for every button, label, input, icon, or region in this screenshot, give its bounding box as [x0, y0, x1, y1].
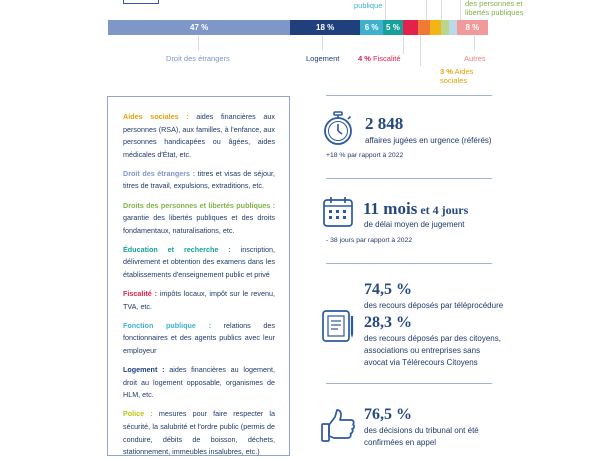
partial-label-publique: publique: [354, 1, 383, 10]
top-logo-fragment: [123, 0, 159, 4]
label-aides-sociales: [440, 67, 473, 85]
bar-segment-fiscalite: [403, 20, 419, 35]
bar-segment-logement: 18 %: [290, 20, 360, 35]
leader-line: [426, 0, 427, 20]
glossary-definition: relations des fonctionnaires et des agents publics avec leur employeur: [123, 320, 276, 355]
leader-line: [420, 36, 421, 66]
glossary-term: Éducation et recherche :: [123, 244, 231, 254]
delai-note: - 38 jours par rapport à 2022: [326, 237, 413, 244]
glossary-term: Fiscalité :: [123, 289, 157, 299]
urgence-note: +18 % par rapport à 2022: [326, 152, 404, 159]
glossary-definition: aides financières aux personnes (RSA), aux familles, à l'enfance, aux personnes handicapées ou âgées, aides médicales d'État, etc.: [123, 112, 275, 159]
bar-segment-misc3: [449, 20, 457, 35]
bar-segment-autres: 8 %: [457, 20, 488, 35]
glossary-entry: [123, 168, 275, 193]
delai-number: [363, 199, 468, 219]
aides-text-1: Aides: [454, 67, 474, 76]
glossary-definition: aides financières au logement, droit au logement opposable, organismes de HLM, etc.: [123, 365, 275, 400]
glossary-term: Droit des étrangers :: [123, 168, 196, 178]
leader-line: [474, 36, 475, 50]
bar-segment-libertes: 6 %: [360, 20, 383, 35]
label-logement: Logement: [306, 54, 340, 63]
glossary-entry: [123, 200, 275, 238]
glossary-definition: titres et visas de séjour, titres de travail, expulsions, extraditions, etc.: [123, 168, 276, 191]
glossary-box: [107, 96, 290, 456]
delai-days: et 4 jours: [417, 203, 469, 217]
label-autres: Autres: [464, 54, 486, 63]
bar-segment-misc2: [441, 20, 449, 35]
partial-label-libertes: [465, 0, 523, 17]
thumbs-up-icon: [320, 408, 356, 444]
bar-segment-etrangers: 47 %: [108, 20, 290, 35]
leader-line: [460, 0, 461, 20]
urgence-number: 2 848: [365, 114, 404, 133]
aides-pct: 3 %: [440, 67, 453, 76]
confirmation-label-line1: des décisions du tribunal ont été: [364, 426, 479, 435]
glossary-entry: [123, 244, 275, 282]
glossary-definition: impôts locaux, impôt sur le revenu, TVA, etc.: [123, 289, 275, 311]
citoyens-label: [364, 333, 501, 369]
glossary-entry: [123, 320, 275, 358]
category-stacked-bar: [108, 20, 488, 35]
glossary-term: Fonction publique :: [123, 320, 211, 330]
label-droit-etrangers: Droit des étrangers: [166, 54, 230, 63]
teleprocedure-label: des recours déposés par téléprocédure: [364, 301, 504, 310]
citoyens-pct: 28,3 %: [364, 314, 412, 331]
glossary-definition: garantie des libertés publiques et des droits fondamentaux, naturalisations, etc.: [123, 213, 275, 235]
delai-label: de délai moyen de jugement: [364, 220, 465, 229]
separator-line: [326, 95, 492, 96]
bar-segment-misc1: [418, 20, 430, 35]
glossary-term: Police :: [123, 409, 153, 419]
aides-text-2: sociales: [440, 76, 468, 85]
fiscalite-pct: 4 %: [358, 54, 371, 63]
tablet-document-icon: [322, 310, 356, 342]
glossary-term: Aides sociales :: [123, 112, 189, 121]
confirmation-label: [364, 425, 479, 449]
leader-line: [403, 36, 404, 54]
glossary-entry: [123, 111, 275, 161]
confirmation-pct: 76,5 %: [364, 406, 412, 423]
teleprocedure-pct: 74,5 %: [364, 281, 412, 298]
libertes-label-line1: des personnes et: [465, 0, 523, 8]
citoyens-label-line1: des recours déposés par des citoyens,: [364, 334, 501, 343]
bar-segment-aides: [430, 20, 442, 35]
leader-line: [441, 0, 442, 20]
glossary-term: Logement :: [123, 365, 165, 375]
confirmation-label-line2: confirmées en appel: [364, 438, 437, 447]
separator-line: [326, 383, 492, 384]
glossary-entry: [123, 288, 275, 313]
leader-line: [198, 36, 199, 50]
stopwatch-icon: [322, 111, 354, 147]
urgence-label: affaires jugées en urgence (référés): [365, 136, 492, 145]
fiscalite-text: Fiscalité: [373, 54, 401, 63]
glossary-definition: inscription, délivrement et obtention des examens dans les établissements d'enseignement public et privé: [123, 244, 275, 280]
label-fiscalite: [358, 54, 401, 63]
citoyens-label-line2: associations ou entreprises sans: [364, 346, 481, 355]
glossary-definition: mesures pour faire respecter la sécurité, la salubrité et l'ordre public (permis de conduire, débits de boisson, déchets, stationnement, immeubles insalubres, etc.): [123, 409, 275, 457]
leader-line: [385, 0, 386, 20]
glossary-entry: [123, 364, 275, 402]
separator-line: [326, 263, 492, 264]
glossary-term: Droits des personnes et libertés publiques :: [123, 200, 275, 210]
libertes-label-line2: libertés publiques: [465, 8, 524, 17]
bar-segment-education: 5 %: [383, 20, 402, 35]
calendar-icon: [322, 196, 354, 228]
leader-line: [322, 36, 323, 50]
citoyens-label-line3: avocat via Télérecours Citoyens: [364, 358, 478, 367]
glossary-entry: [123, 408, 275, 458]
delai-months: 11 mois: [363, 199, 418, 218]
separator-line: [326, 178, 492, 179]
